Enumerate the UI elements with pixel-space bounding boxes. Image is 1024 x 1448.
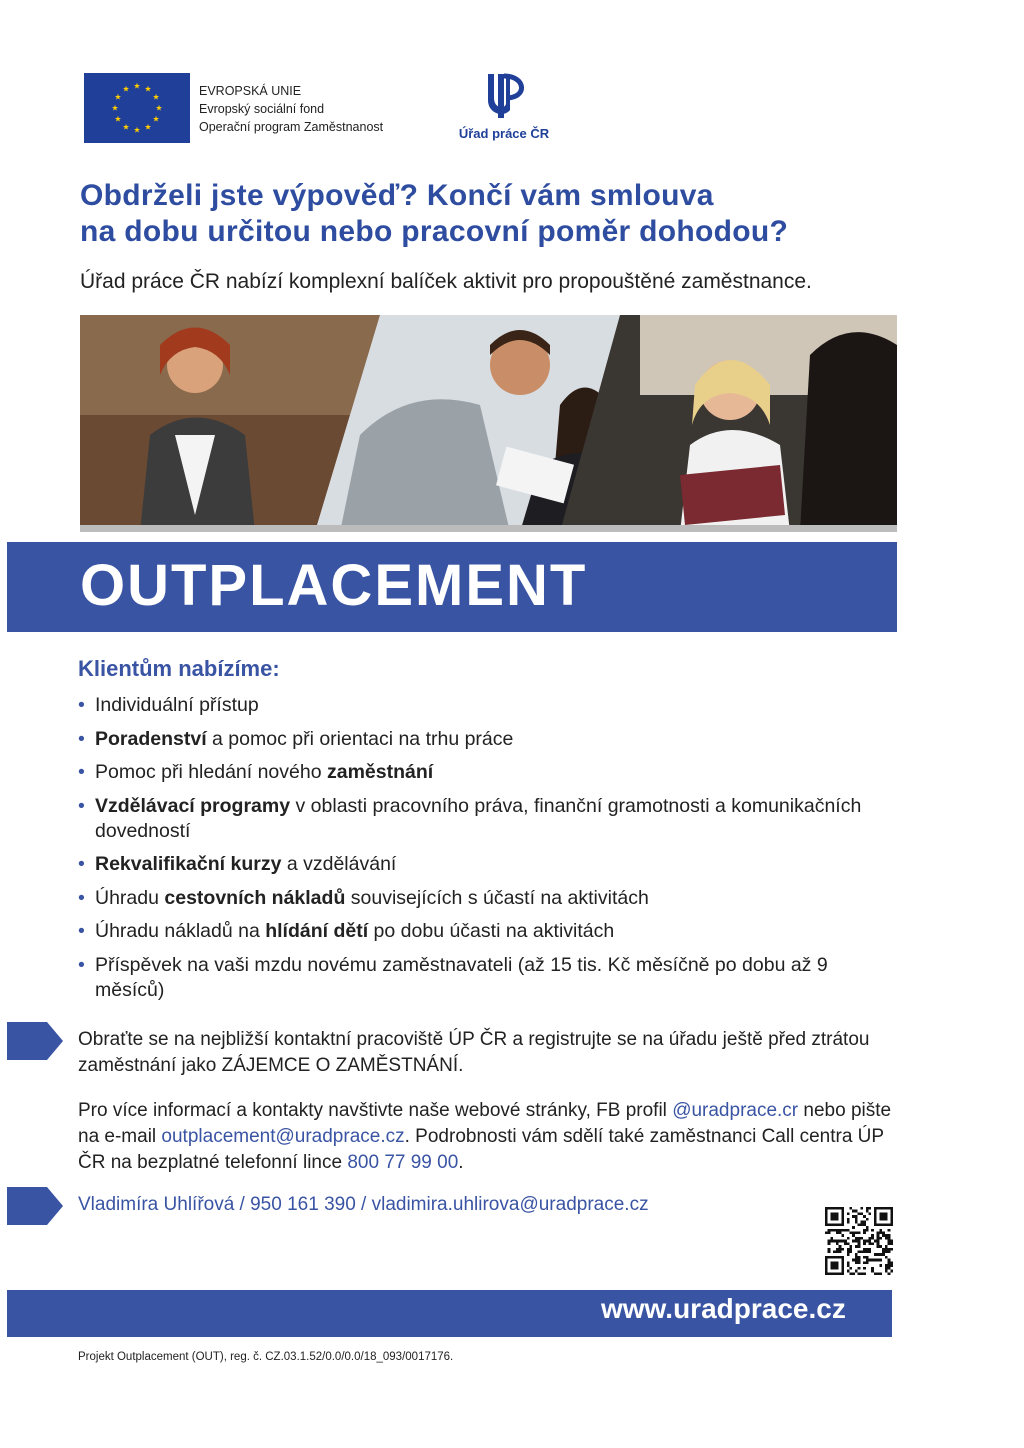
qr-module xyxy=(825,1231,828,1234)
qr-module xyxy=(839,1231,842,1234)
qr-module xyxy=(879,1264,882,1267)
qr-module xyxy=(839,1229,842,1232)
qr-module xyxy=(855,1259,858,1262)
arrow-icon xyxy=(7,1022,63,1060)
qr-module xyxy=(847,1248,850,1251)
eu-line: EVROPSKÁ UNIE xyxy=(199,84,302,98)
qr-module xyxy=(855,1210,858,1213)
photo-collage-image xyxy=(80,315,897,532)
qr-module xyxy=(833,1229,836,1232)
qr-module xyxy=(888,1264,891,1267)
qr-module xyxy=(860,1207,863,1210)
offer-item-bold: Rekvalifikační kurzy xyxy=(95,853,282,875)
qr-module xyxy=(890,1264,893,1267)
qr-module xyxy=(890,1240,893,1243)
qr-module xyxy=(847,1229,850,1232)
qr-module xyxy=(858,1240,861,1243)
offer-item-text: po dobu účasti na aktivitách xyxy=(368,920,615,942)
offer-item-text: Pomoc při hledání nového xyxy=(95,761,327,783)
qr-module xyxy=(858,1242,861,1245)
project-registration: Projekt Outplacement (OUT), reg. č. CZ.03.1.52/0.0/0.0/18_093/0017176. xyxy=(78,1351,454,1363)
qr-module xyxy=(855,1245,858,1248)
offer-item xyxy=(78,760,898,785)
qr-module xyxy=(839,1248,842,1251)
offer-item xyxy=(78,953,898,1003)
qr-module xyxy=(855,1270,858,1273)
qr-module xyxy=(858,1267,861,1270)
offer-item xyxy=(78,794,898,844)
qr-module xyxy=(852,1226,855,1229)
qr-module xyxy=(882,1253,885,1256)
qr-module xyxy=(877,1231,880,1234)
qr-module xyxy=(858,1237,861,1240)
qr-module xyxy=(849,1245,852,1248)
qr-module xyxy=(874,1240,877,1243)
qr-module xyxy=(863,1242,866,1245)
qr-module xyxy=(855,1218,858,1221)
qr-module xyxy=(847,1212,850,1215)
qr-module xyxy=(852,1210,855,1213)
qr-module xyxy=(877,1253,880,1256)
qr-module xyxy=(858,1272,861,1275)
qr-module xyxy=(849,1272,852,1275)
qr-module xyxy=(847,1251,850,1254)
qr-module xyxy=(888,1229,891,1232)
qr-module xyxy=(879,1253,882,1256)
headline xyxy=(80,178,930,250)
qr-module xyxy=(866,1240,869,1243)
offer-item-bold: zaměstnání xyxy=(326,761,434,783)
qr-code-icon[interactable] xyxy=(825,1207,893,1275)
qr-module xyxy=(863,1240,866,1243)
qr-module xyxy=(879,1272,882,1275)
qr-module xyxy=(882,1251,885,1254)
offer-item-text: Úhradu nákladů na xyxy=(95,920,266,942)
qr-module xyxy=(871,1229,874,1232)
qr-module xyxy=(866,1248,869,1251)
qr-module xyxy=(828,1251,831,1254)
qr-module xyxy=(866,1256,869,1259)
eu-flag-logo xyxy=(84,73,190,143)
offer-item-text: a vzdělávání xyxy=(281,853,397,875)
qr-module xyxy=(830,1237,833,1240)
qr-module xyxy=(855,1231,858,1234)
website-link[interactable]: www.uradprace.cz xyxy=(601,1293,846,1324)
qr-module xyxy=(877,1245,880,1248)
offer-item-text: Úhradu xyxy=(95,886,165,909)
offer-item-bold: Poradenství xyxy=(95,727,207,750)
qr-module xyxy=(863,1272,866,1275)
qr-module xyxy=(863,1248,866,1251)
qr-module xyxy=(877,1272,880,1275)
qr-module xyxy=(882,1234,885,1237)
qr-module xyxy=(882,1231,885,1234)
offer-list xyxy=(78,693,898,1011)
qr-module xyxy=(849,1207,852,1210)
qr-module xyxy=(890,1248,893,1251)
qr-module xyxy=(860,1221,863,1224)
qr-module xyxy=(863,1221,866,1224)
qr-module xyxy=(890,1270,893,1273)
qr-module xyxy=(847,1242,850,1245)
qr-module xyxy=(847,1221,850,1224)
offer-item-text: a pomoc při orientaci na trhu práce xyxy=(206,727,514,750)
urad-prace-label: Úřad práce ČR xyxy=(458,126,550,141)
qr-module xyxy=(866,1261,869,1264)
qr-module xyxy=(888,1261,891,1264)
qr-module xyxy=(844,1242,847,1245)
qr-module xyxy=(879,1212,887,1220)
contact-call-text: Obraťte se na nejbližší kontaktní pracoviště ÚP ČR a registrujte se na úřadu ještě před ztrátou zaměstnání jako ZÁJEMCE O ZAMĚSTNÁNÍ. xyxy=(78,1029,870,1076)
offer-item xyxy=(78,886,898,911)
qr-module xyxy=(874,1272,877,1275)
offer-item-text: souvisejících s účastí na aktivitách xyxy=(345,886,649,909)
qr-module xyxy=(849,1231,852,1234)
qr-module xyxy=(869,1207,872,1210)
qr-module xyxy=(863,1251,866,1254)
qr-module xyxy=(871,1267,874,1270)
offer-item xyxy=(78,919,898,944)
qr-module xyxy=(858,1251,861,1254)
qr-module xyxy=(885,1256,888,1259)
subheadline: Úřad práce ČR nabízí komplexní balíček aktivit pro propouštěné zaměstnance. xyxy=(80,270,812,293)
qr-module xyxy=(828,1240,831,1243)
qr-module xyxy=(828,1229,831,1232)
qr-module xyxy=(863,1267,866,1270)
qr-module xyxy=(866,1226,869,1229)
qr-module xyxy=(885,1264,888,1267)
contact-person[interactable]: Vladimíra Uhlířová / 950 161 390 / vladimira.uhlirova@uradprace.cz xyxy=(78,1194,649,1215)
info-text: . xyxy=(458,1152,464,1173)
qr-module xyxy=(836,1240,839,1243)
qr-module xyxy=(849,1251,852,1254)
qr-module xyxy=(871,1259,874,1262)
qr-module xyxy=(841,1240,844,1243)
qr-module xyxy=(828,1242,831,1245)
offer-item xyxy=(78,727,898,752)
qr-module xyxy=(885,1267,888,1270)
qr-module xyxy=(841,1229,844,1232)
qr-module xyxy=(860,1272,863,1275)
headline-line: na dobu určitou nebo pracovní poměr dohodou? xyxy=(80,215,789,248)
eu-stars-icon xyxy=(84,73,190,143)
qr-module xyxy=(858,1256,861,1259)
qr-module xyxy=(839,1240,842,1243)
offer-item xyxy=(78,852,898,877)
headline-line: Obdrželi jste výpověď? Končí vám smlouva xyxy=(80,179,714,212)
qr-module xyxy=(830,1240,833,1243)
qr-module xyxy=(836,1251,839,1254)
qr-module xyxy=(885,1245,888,1248)
qr-module xyxy=(847,1218,850,1221)
qr-module xyxy=(847,1237,850,1240)
qr-module xyxy=(890,1242,893,1245)
qr-module xyxy=(858,1212,861,1215)
qr-module xyxy=(830,1229,833,1232)
qr-module xyxy=(836,1231,839,1234)
qr-module xyxy=(879,1231,882,1234)
qr-module xyxy=(877,1237,880,1240)
qr-module xyxy=(863,1229,866,1232)
qr-module xyxy=(869,1259,872,1262)
qr-module xyxy=(863,1223,866,1226)
qr-module xyxy=(833,1240,836,1243)
qr-module xyxy=(866,1251,869,1254)
qr-module xyxy=(833,1251,836,1254)
qr-module xyxy=(852,1240,855,1243)
info-text: Pro více informací a kontakty navštivte naše webové stránky, FB profil xyxy=(78,1100,673,1121)
qr-module xyxy=(869,1248,872,1251)
qr-module xyxy=(858,1231,861,1234)
qr-module xyxy=(852,1259,855,1262)
eu-line: Operační program Zaměstnanost xyxy=(199,120,384,134)
qr-module xyxy=(836,1229,839,1232)
qr-module xyxy=(841,1248,844,1251)
qr-module xyxy=(847,1264,850,1267)
qr-module xyxy=(885,1234,888,1237)
qr-module xyxy=(860,1251,863,1254)
qr-module xyxy=(871,1242,874,1245)
qr-module xyxy=(836,1242,839,1245)
qr-module xyxy=(877,1240,880,1243)
qr-module xyxy=(866,1259,869,1262)
qr-module xyxy=(839,1251,842,1254)
arrow-icon xyxy=(7,1187,63,1225)
qr-module xyxy=(849,1267,852,1270)
qr-module xyxy=(871,1237,874,1240)
qr-module xyxy=(858,1245,861,1248)
qr-module xyxy=(855,1261,858,1264)
qr-module xyxy=(839,1245,842,1248)
urad-prace-logo-icon xyxy=(474,70,534,122)
qr-module xyxy=(888,1242,891,1245)
qr-module xyxy=(858,1261,861,1264)
qr-module xyxy=(863,1261,866,1264)
qr-module xyxy=(879,1245,882,1248)
qr-module xyxy=(866,1229,869,1232)
banner-title: OUTPLACEMENT xyxy=(80,553,588,618)
urad-prace-logo xyxy=(454,70,554,150)
qr-module xyxy=(852,1234,855,1237)
qr-module xyxy=(855,1215,858,1218)
qr-module xyxy=(866,1207,869,1210)
qr-module xyxy=(879,1229,882,1232)
qr-module xyxy=(888,1272,891,1275)
qr-module xyxy=(858,1259,861,1262)
qr-module xyxy=(874,1253,877,1256)
qr-module xyxy=(863,1231,866,1234)
phone-link[interactable]: 800 77 99 00 xyxy=(347,1152,459,1173)
qr-module xyxy=(855,1240,858,1243)
qr-module xyxy=(860,1212,863,1215)
offer-item-bold: hlídání dětí xyxy=(265,920,369,942)
photo-collage xyxy=(80,315,897,532)
qr-module xyxy=(890,1261,893,1264)
offer-item-text: Příspěvek na vaši mzdu novému zaměstnavateli (až 15 tis. Kč měsíčně po dobu až 9 měsíců) xyxy=(95,953,828,1001)
qr-module xyxy=(855,1256,858,1259)
qr-module xyxy=(877,1234,880,1237)
qr-module xyxy=(888,1237,891,1240)
qr-module xyxy=(855,1221,858,1224)
qr-module xyxy=(847,1261,850,1264)
qr-module xyxy=(869,1240,872,1243)
qr-module xyxy=(885,1251,888,1254)
qr-module xyxy=(882,1248,885,1251)
qr-module xyxy=(830,1261,838,1269)
qr-module xyxy=(885,1270,888,1273)
qr-module xyxy=(888,1248,891,1251)
qr-module xyxy=(871,1234,874,1237)
qr-module xyxy=(852,1272,855,1275)
qr-module xyxy=(888,1267,891,1270)
qr-module xyxy=(855,1253,858,1256)
qr-module xyxy=(869,1237,872,1240)
qr-module xyxy=(828,1248,831,1251)
qr-module xyxy=(877,1242,880,1245)
offer-item-text: v oblasti pracovního práva, finanční gramotnosti a komunikačních dovedností xyxy=(95,794,862,842)
qr-module xyxy=(863,1256,866,1259)
info-text: nebo pište na e-mail xyxy=(78,1100,892,1147)
qr-module xyxy=(866,1218,869,1221)
eu-text-block xyxy=(199,82,383,136)
facebook-link[interactable]: @uradprace.cr xyxy=(672,1100,799,1121)
qr-module xyxy=(869,1212,872,1215)
qr-module xyxy=(871,1270,874,1273)
qr-module xyxy=(858,1223,861,1226)
qr-module xyxy=(885,1248,888,1251)
qr-module xyxy=(869,1242,872,1245)
qr-module xyxy=(852,1215,855,1218)
qr-module xyxy=(849,1248,852,1251)
qr-module xyxy=(888,1259,891,1262)
qr-module xyxy=(877,1259,880,1262)
offer-item-text: Individuální přístup xyxy=(95,694,259,716)
qr-module xyxy=(855,1237,858,1240)
qr-module xyxy=(888,1251,891,1254)
email-link[interactable]: outplacement@uradprace.cz xyxy=(161,1126,405,1147)
qr-module xyxy=(830,1212,838,1220)
qr-module xyxy=(828,1231,831,1234)
qr-module xyxy=(847,1253,850,1256)
qr-module xyxy=(847,1270,850,1273)
qr-module xyxy=(879,1259,882,1262)
qr-module xyxy=(863,1215,866,1218)
qr-module xyxy=(879,1237,882,1240)
info-text: . Podrobnosti vám sdělí také zaměstnanci Call centra ÚP ČR na bezplatné telefonní lince xyxy=(78,1126,884,1173)
qr-module xyxy=(888,1240,891,1243)
qr-module xyxy=(869,1251,872,1254)
qr-module xyxy=(888,1234,891,1237)
qr-module xyxy=(852,1231,855,1234)
qr-module xyxy=(836,1248,839,1251)
qr-module xyxy=(860,1223,863,1226)
qr-module xyxy=(866,1210,869,1213)
offer-item-bold: cestovních nákladů xyxy=(164,886,346,909)
qr-module xyxy=(885,1237,888,1240)
offer-item xyxy=(78,693,898,718)
offer-item-bold: Vzdělávací programy xyxy=(95,794,291,817)
info-paragraph xyxy=(78,1098,898,1176)
qr-module xyxy=(844,1229,847,1232)
qr-module xyxy=(844,1240,847,1243)
offer-title: Klientům nabízíme: xyxy=(78,656,280,681)
qr-module xyxy=(860,1237,863,1240)
eu-line: Evropský sociální fond xyxy=(199,102,325,116)
qr-module xyxy=(841,1234,844,1237)
qr-module xyxy=(874,1259,877,1262)
